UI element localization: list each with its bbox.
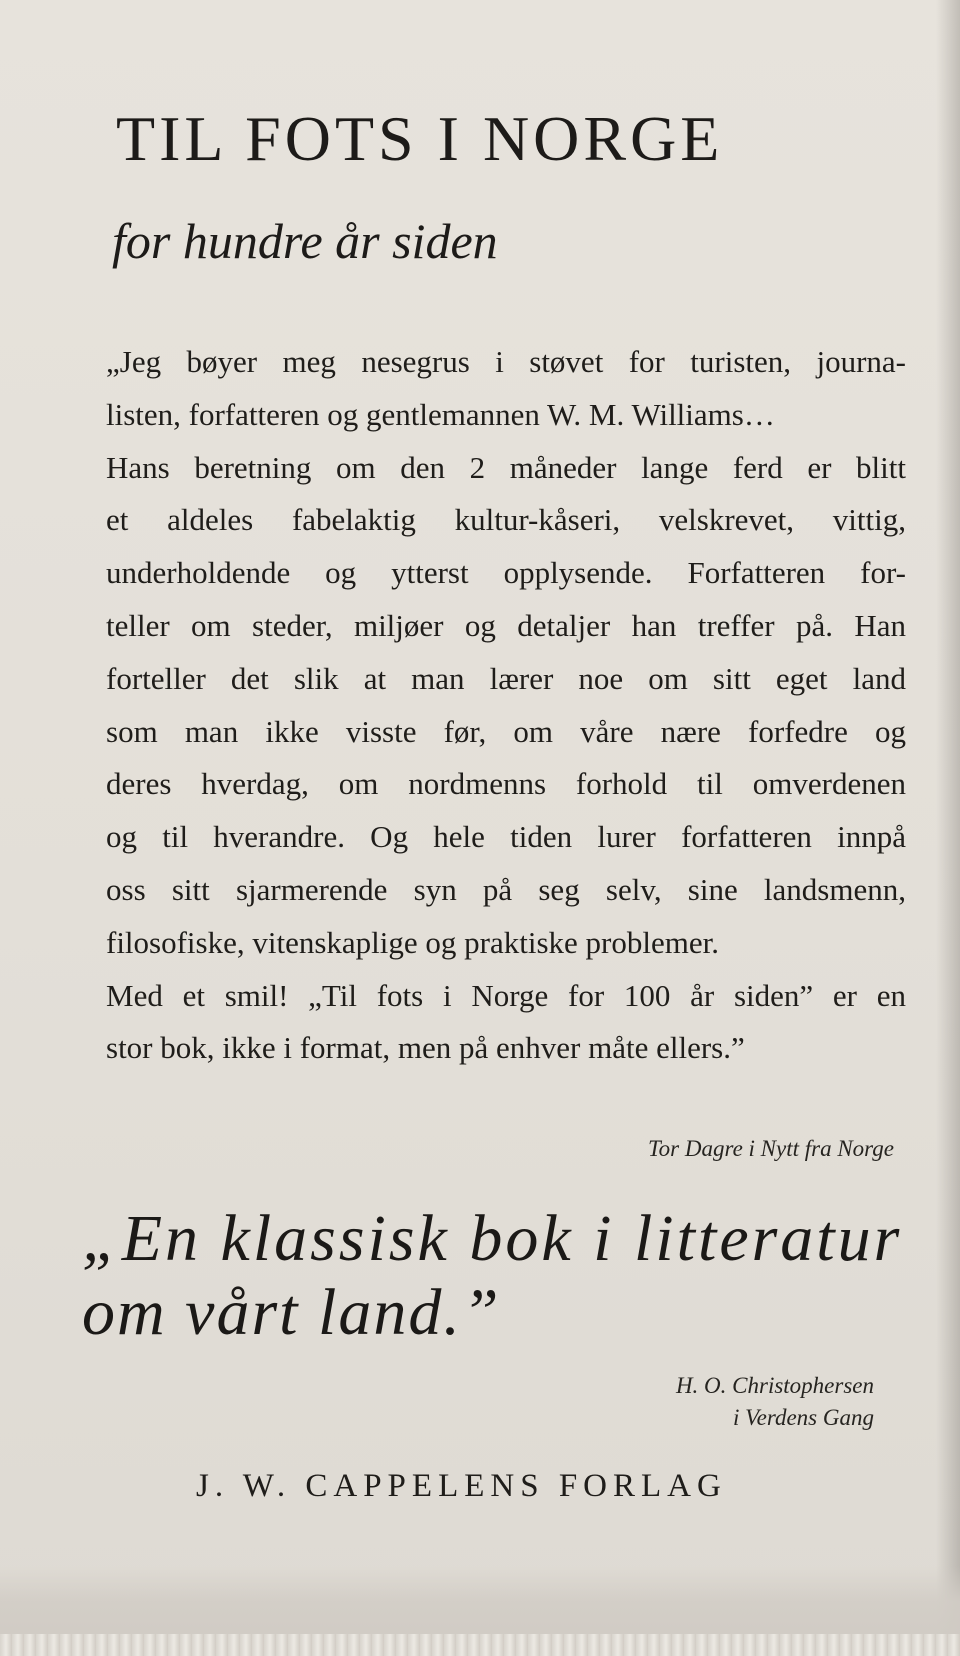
pull-quote bbox=[82, 1202, 903, 1350]
review-line: oss sitt sjarmerende syn på seg selv, sine landsmenn, bbox=[106, 871, 906, 907]
review-line: Med et smil! „Til fots i Norge for 100 år siden” er en bbox=[106, 977, 906, 1013]
review-line: Hans beretning om den 2 måneder lange ferd er blitt bbox=[106, 449, 906, 485]
review-line: stor bok, ikke i format, men på enhver måte ellers.” bbox=[106, 1030, 745, 1066]
torn-bottom-edge bbox=[0, 1634, 960, 1656]
review-quote bbox=[106, 336, 906, 1075]
review-line: et aldeles fabelaktig kultur-kåseri, velskrevet, vittig, bbox=[106, 502, 906, 538]
review-attribution: Tor Dagre i Nytt fra Norge bbox=[647, 1136, 894, 1161]
pull-quote-attribution-name: H. O. Christophersen bbox=[675, 1373, 874, 1398]
review-line: teller om steder, miljøer og detaljer han treffer på. Han bbox=[106, 607, 906, 643]
pull-quote-line: „En klassisk bok i litteratur bbox=[82, 1202, 903, 1275]
pull-quote-attribution bbox=[676, 1370, 874, 1434]
review-line: som man ikke visste før, om våre nære forfedre og bbox=[106, 713, 906, 749]
review-line: „Jeg bøyer meg nesegrus i støvet for turisten, journa- bbox=[106, 344, 906, 379]
pull-quote-attribution-source: i Verdens Gang bbox=[733, 1405, 874, 1430]
book-title: TIL FOTS I NORGE bbox=[116, 103, 724, 174]
review-line: filosofiske, vitenskaplige og praktiske problemer. bbox=[106, 924, 719, 960]
review-line: underholdende og ytterst opplysende. Forfatteren for- bbox=[106, 555, 906, 591]
spine-shadow bbox=[936, 0, 960, 1656]
review-line: forteller det slik at man lærer noe om sitt eget land bbox=[106, 660, 906, 696]
publisher-name: J. W. CAPPELENS FORLAG bbox=[196, 1468, 727, 1504]
review-line: listen, forfatteren og gentlemannen W. M. Williams… bbox=[106, 396, 775, 432]
review-line: deres hverdag, om nordmenns forhold til omverdenen bbox=[106, 766, 906, 802]
review-line: og til hverandre. Og hele tiden lurer forfatteren innpå bbox=[106, 819, 906, 855]
pull-quote-line: om vårt land.” bbox=[82, 1276, 501, 1349]
book-subtitle: for hundre år siden bbox=[112, 213, 498, 269]
